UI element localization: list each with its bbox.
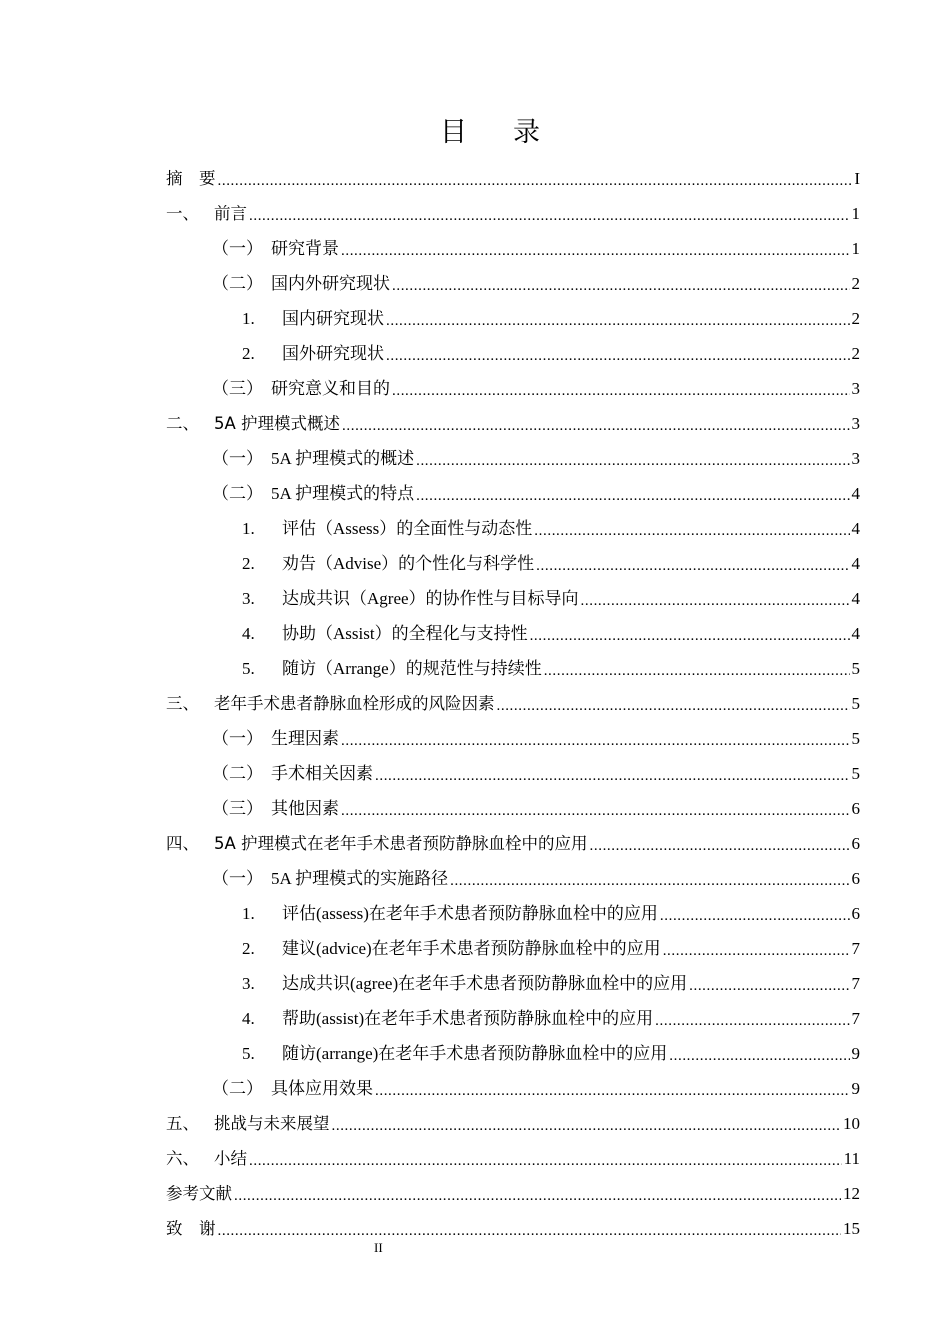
toc-entry-title: 5A 护理模式在老年手术患者预防静脉血栓中的应用 xyxy=(214,834,588,853)
toc-entry-page-number: 6 xyxy=(851,904,860,923)
toc-entry[interactable] xyxy=(166,1207,860,1242)
toc-entry-number: （三） xyxy=(212,379,263,398)
toc-entry-page-number: 5 xyxy=(851,764,860,783)
toc-entry-title: 国内研究现状 xyxy=(282,309,384,328)
toc-entry-number: 四、 xyxy=(166,834,199,853)
toc-entry-page-number: 11 xyxy=(843,1149,860,1168)
toc-dot-leader xyxy=(375,767,850,785)
toc-entry[interactable] xyxy=(166,1032,860,1067)
toc-entry[interactable] xyxy=(166,1067,860,1102)
toc-entry-page-number: 2 xyxy=(851,274,860,293)
toc-entry-number: （一） xyxy=(212,449,263,468)
toc-entry-page-number: 9 xyxy=(851,1079,860,1098)
toc-entry-page-number: 2 xyxy=(851,309,860,328)
toc-entry[interactable] xyxy=(166,682,860,717)
toc-entry[interactable] xyxy=(166,227,860,262)
toc-dot-leader xyxy=(218,1222,842,1240)
title-char-2: 录 xyxy=(513,117,540,147)
toc-entry-page-number: 7 xyxy=(851,939,860,958)
toc-dot-leader xyxy=(341,802,850,820)
toc-entry-title: 研究背景 xyxy=(271,239,339,258)
toc-entry[interactable] xyxy=(166,787,860,822)
toc-entry-number: 3. xyxy=(242,974,255,993)
toc-entry-title: 参考文献 xyxy=(166,1184,232,1203)
toc-entry-number: 2. xyxy=(242,554,255,573)
toc-dot-leader xyxy=(536,557,849,575)
toc-entry-title: 建议(advice)在老年手术患者预防静脉血栓中的应用 xyxy=(282,939,661,958)
toc-entry[interactable] xyxy=(166,927,860,962)
toc-entry[interactable] xyxy=(166,717,860,752)
toc-dot-leader xyxy=(450,872,849,890)
toc-entry-page-number: 7 xyxy=(851,974,860,993)
toc-dot-leader xyxy=(530,627,850,645)
toc-entry-page-number: 5 xyxy=(851,694,860,713)
toc-entry-page-number: 5 xyxy=(851,729,860,748)
toc-entry[interactable] xyxy=(166,612,860,647)
toc-entry-number: 2. xyxy=(242,939,255,958)
toc-entry-page-number: 3 xyxy=(851,449,860,468)
toc-entry-title: 国外研究现状 xyxy=(282,344,384,363)
toc-entry-page-number: 4 xyxy=(851,519,860,538)
toc-entry-number: 1. xyxy=(242,904,255,923)
toc-entry-title: 其他因素 xyxy=(271,799,339,818)
toc-dot-leader xyxy=(534,522,849,540)
toc-entry-page-number: 3 xyxy=(851,414,860,433)
toc-dot-leader xyxy=(375,1082,850,1100)
toc-entry-title: 评估(assess)在老年手术患者预防静脉血栓中的应用 xyxy=(282,904,658,923)
toc-dot-leader xyxy=(544,662,850,680)
toc-dot-leader xyxy=(581,592,850,610)
toc-entry-page-number: 10 xyxy=(843,1114,860,1133)
toc-entry-page-number: 12 xyxy=(843,1184,860,1203)
toc-entry-title: 5A 护理模式概述 xyxy=(214,414,341,433)
toc-entry[interactable] xyxy=(166,157,860,192)
toc-entry-title: 5A 护理模式的概述 xyxy=(271,449,415,468)
toc-entry-title: 评估（Assess）的全面性与动态性 xyxy=(282,519,533,538)
table-of-contents xyxy=(166,157,860,1242)
toc-entry[interactable] xyxy=(166,472,860,507)
toc-entry-page-number: 3 xyxy=(851,379,860,398)
toc-entry-title: 摘 要 xyxy=(166,169,216,188)
toc-entry-number: （一） xyxy=(212,239,263,258)
toc-entry-number: 1. xyxy=(242,309,255,328)
toc-entry-title: 挑战与未来展望 xyxy=(214,1114,330,1133)
toc-entry-page-number: 2 xyxy=(851,344,860,363)
toc-dot-leader xyxy=(663,942,850,960)
toc-entry[interactable] xyxy=(166,297,860,332)
toc-entry-title: 研究意义和目的 xyxy=(271,379,390,398)
toc-entry-page-number: 6 xyxy=(851,834,860,853)
toc-dot-leader xyxy=(341,732,850,750)
toc-entry-title: 手术相关因素 xyxy=(271,764,373,783)
toc-entry-title: 小结 xyxy=(214,1149,247,1168)
page-title xyxy=(0,114,950,150)
toc-entry-number: 五、 xyxy=(166,1114,199,1133)
toc-entry-title: 5A 护理模式的特点 xyxy=(271,484,415,503)
toc-entry-number: 三、 xyxy=(166,694,199,713)
toc-dot-leader xyxy=(660,907,850,925)
toc-entry-page-number: 4 xyxy=(851,554,860,573)
toc-dot-leader xyxy=(386,347,850,365)
toc-dot-leader xyxy=(218,172,853,190)
toc-entry-page-number: 1 xyxy=(851,239,860,258)
toc-entry[interactable] xyxy=(166,402,860,437)
toc-dot-leader xyxy=(689,977,849,995)
toc-entry-number: 5. xyxy=(242,659,255,678)
toc-entry[interactable] xyxy=(166,1102,860,1137)
toc-entry[interactable] xyxy=(166,507,860,542)
toc-entry[interactable] xyxy=(166,262,860,297)
toc-dot-leader xyxy=(341,242,850,260)
toc-entry[interactable] xyxy=(166,857,860,892)
toc-dot-leader xyxy=(655,1012,849,1030)
toc-entry[interactable] xyxy=(166,1137,860,1172)
toc-entry-page-number: 6 xyxy=(851,869,860,888)
toc-entry-title: 达成共识(agree)在老年手术患者预防静脉血栓中的应用 xyxy=(282,974,688,993)
toc-entry[interactable] xyxy=(166,892,860,927)
toc-dot-leader xyxy=(332,1117,842,1135)
toc-entry[interactable] xyxy=(166,997,860,1032)
toc-dot-leader xyxy=(590,837,850,855)
toc-entry-page-number: 15 xyxy=(843,1219,860,1238)
toc-entry-number: （二） xyxy=(212,484,263,503)
toc-entry-title: 前言 xyxy=(214,204,247,223)
toc-entry-number: （二） xyxy=(212,764,263,783)
toc-entry-title: 达成共识（Agree）的协作性与目标导向 xyxy=(282,589,579,608)
toc-entry-page-number: I xyxy=(854,169,860,188)
toc-entry[interactable] xyxy=(166,752,860,787)
toc-entry-number: （一） xyxy=(212,729,263,748)
toc-entry[interactable] xyxy=(166,577,860,612)
toc-entry-page-number: 1 xyxy=(851,204,860,223)
toc-entry-title: 帮助(assist)在老年手术患者预防静脉血栓中的应用 xyxy=(282,1009,654,1028)
toc-entry-page-number: 4 xyxy=(851,589,860,608)
toc-entry-number: 二、 xyxy=(166,414,199,433)
toc-dot-leader xyxy=(497,697,850,715)
toc-entry[interactable] xyxy=(166,822,860,857)
toc-entry[interactable] xyxy=(166,367,860,402)
toc-entry[interactable] xyxy=(166,332,860,367)
toc-dot-leader xyxy=(234,1187,841,1205)
toc-dot-leader xyxy=(416,487,849,505)
toc-entry-page-number: 6 xyxy=(851,799,860,818)
toc-entry-number: 2. xyxy=(242,344,255,363)
toc-entry-page-number: 5 xyxy=(851,659,860,678)
toc-entry-number: （一） xyxy=(212,869,263,888)
toc-entry[interactable] xyxy=(166,192,860,227)
toc-entry-number: （二） xyxy=(212,274,263,293)
toc-entry-page-number: 4 xyxy=(851,624,860,643)
toc-dot-leader xyxy=(416,452,849,470)
toc-entry[interactable] xyxy=(166,647,860,682)
toc-entry-number: 1. xyxy=(242,519,255,538)
toc-entry[interactable] xyxy=(166,962,860,997)
toc-entry-title: 国内外研究现状 xyxy=(271,274,390,293)
toc-entry-number: 4. xyxy=(242,624,255,643)
toc-entry-number: 4. xyxy=(242,1009,255,1028)
toc-entry-title: 老年手术患者静脉血栓形成的风险因素 xyxy=(214,694,495,713)
toc-entry[interactable] xyxy=(166,542,860,577)
toc-entry-title: 生理因素 xyxy=(271,729,339,748)
toc-dot-leader xyxy=(342,417,849,435)
toc-dot-leader xyxy=(249,207,850,225)
toc-dot-leader xyxy=(392,382,850,400)
toc-entry-title: 致 谢 xyxy=(166,1219,216,1238)
title-char-1: 目 xyxy=(440,117,467,147)
toc-dot-leader xyxy=(392,277,850,295)
toc-entry[interactable] xyxy=(166,1172,860,1207)
toc-entry-page-number: 9 xyxy=(851,1044,860,1063)
toc-entry-page-number: 4 xyxy=(851,484,860,503)
toc-entry-number: 六、 xyxy=(166,1149,199,1168)
toc-entry-title: 具体应用效果 xyxy=(271,1079,373,1098)
toc-entry-number: （二） xyxy=(212,1079,263,1098)
toc-entry-page-number: 7 xyxy=(851,1009,860,1028)
toc-dot-leader xyxy=(669,1047,849,1065)
toc-entry-number: （三） xyxy=(212,799,263,818)
toc-entry-title: 随访（Arrange）的规范性与持续性 xyxy=(282,659,542,678)
toc-entry-title: 随访(arrange)在老年手术患者预防静脉血栓中的应用 xyxy=(282,1044,668,1063)
toc-entry-number: 3. xyxy=(242,589,255,608)
toc-entry-title: 劝告（Advise）的个性化与科学性 xyxy=(282,554,535,573)
toc-entry-number: 一、 xyxy=(166,204,199,223)
footer-page-number: II xyxy=(374,1240,383,1255)
toc-dot-leader xyxy=(249,1152,842,1170)
toc-entry-title: 5A 护理模式的实施路径 xyxy=(271,869,449,888)
toc-entry[interactable] xyxy=(166,437,860,472)
toc-entry-title: 协助（Assist）的全程化与支持性 xyxy=(282,624,528,643)
toc-dot-leader xyxy=(386,312,850,330)
toc-entry-number: 5. xyxy=(242,1044,255,1063)
